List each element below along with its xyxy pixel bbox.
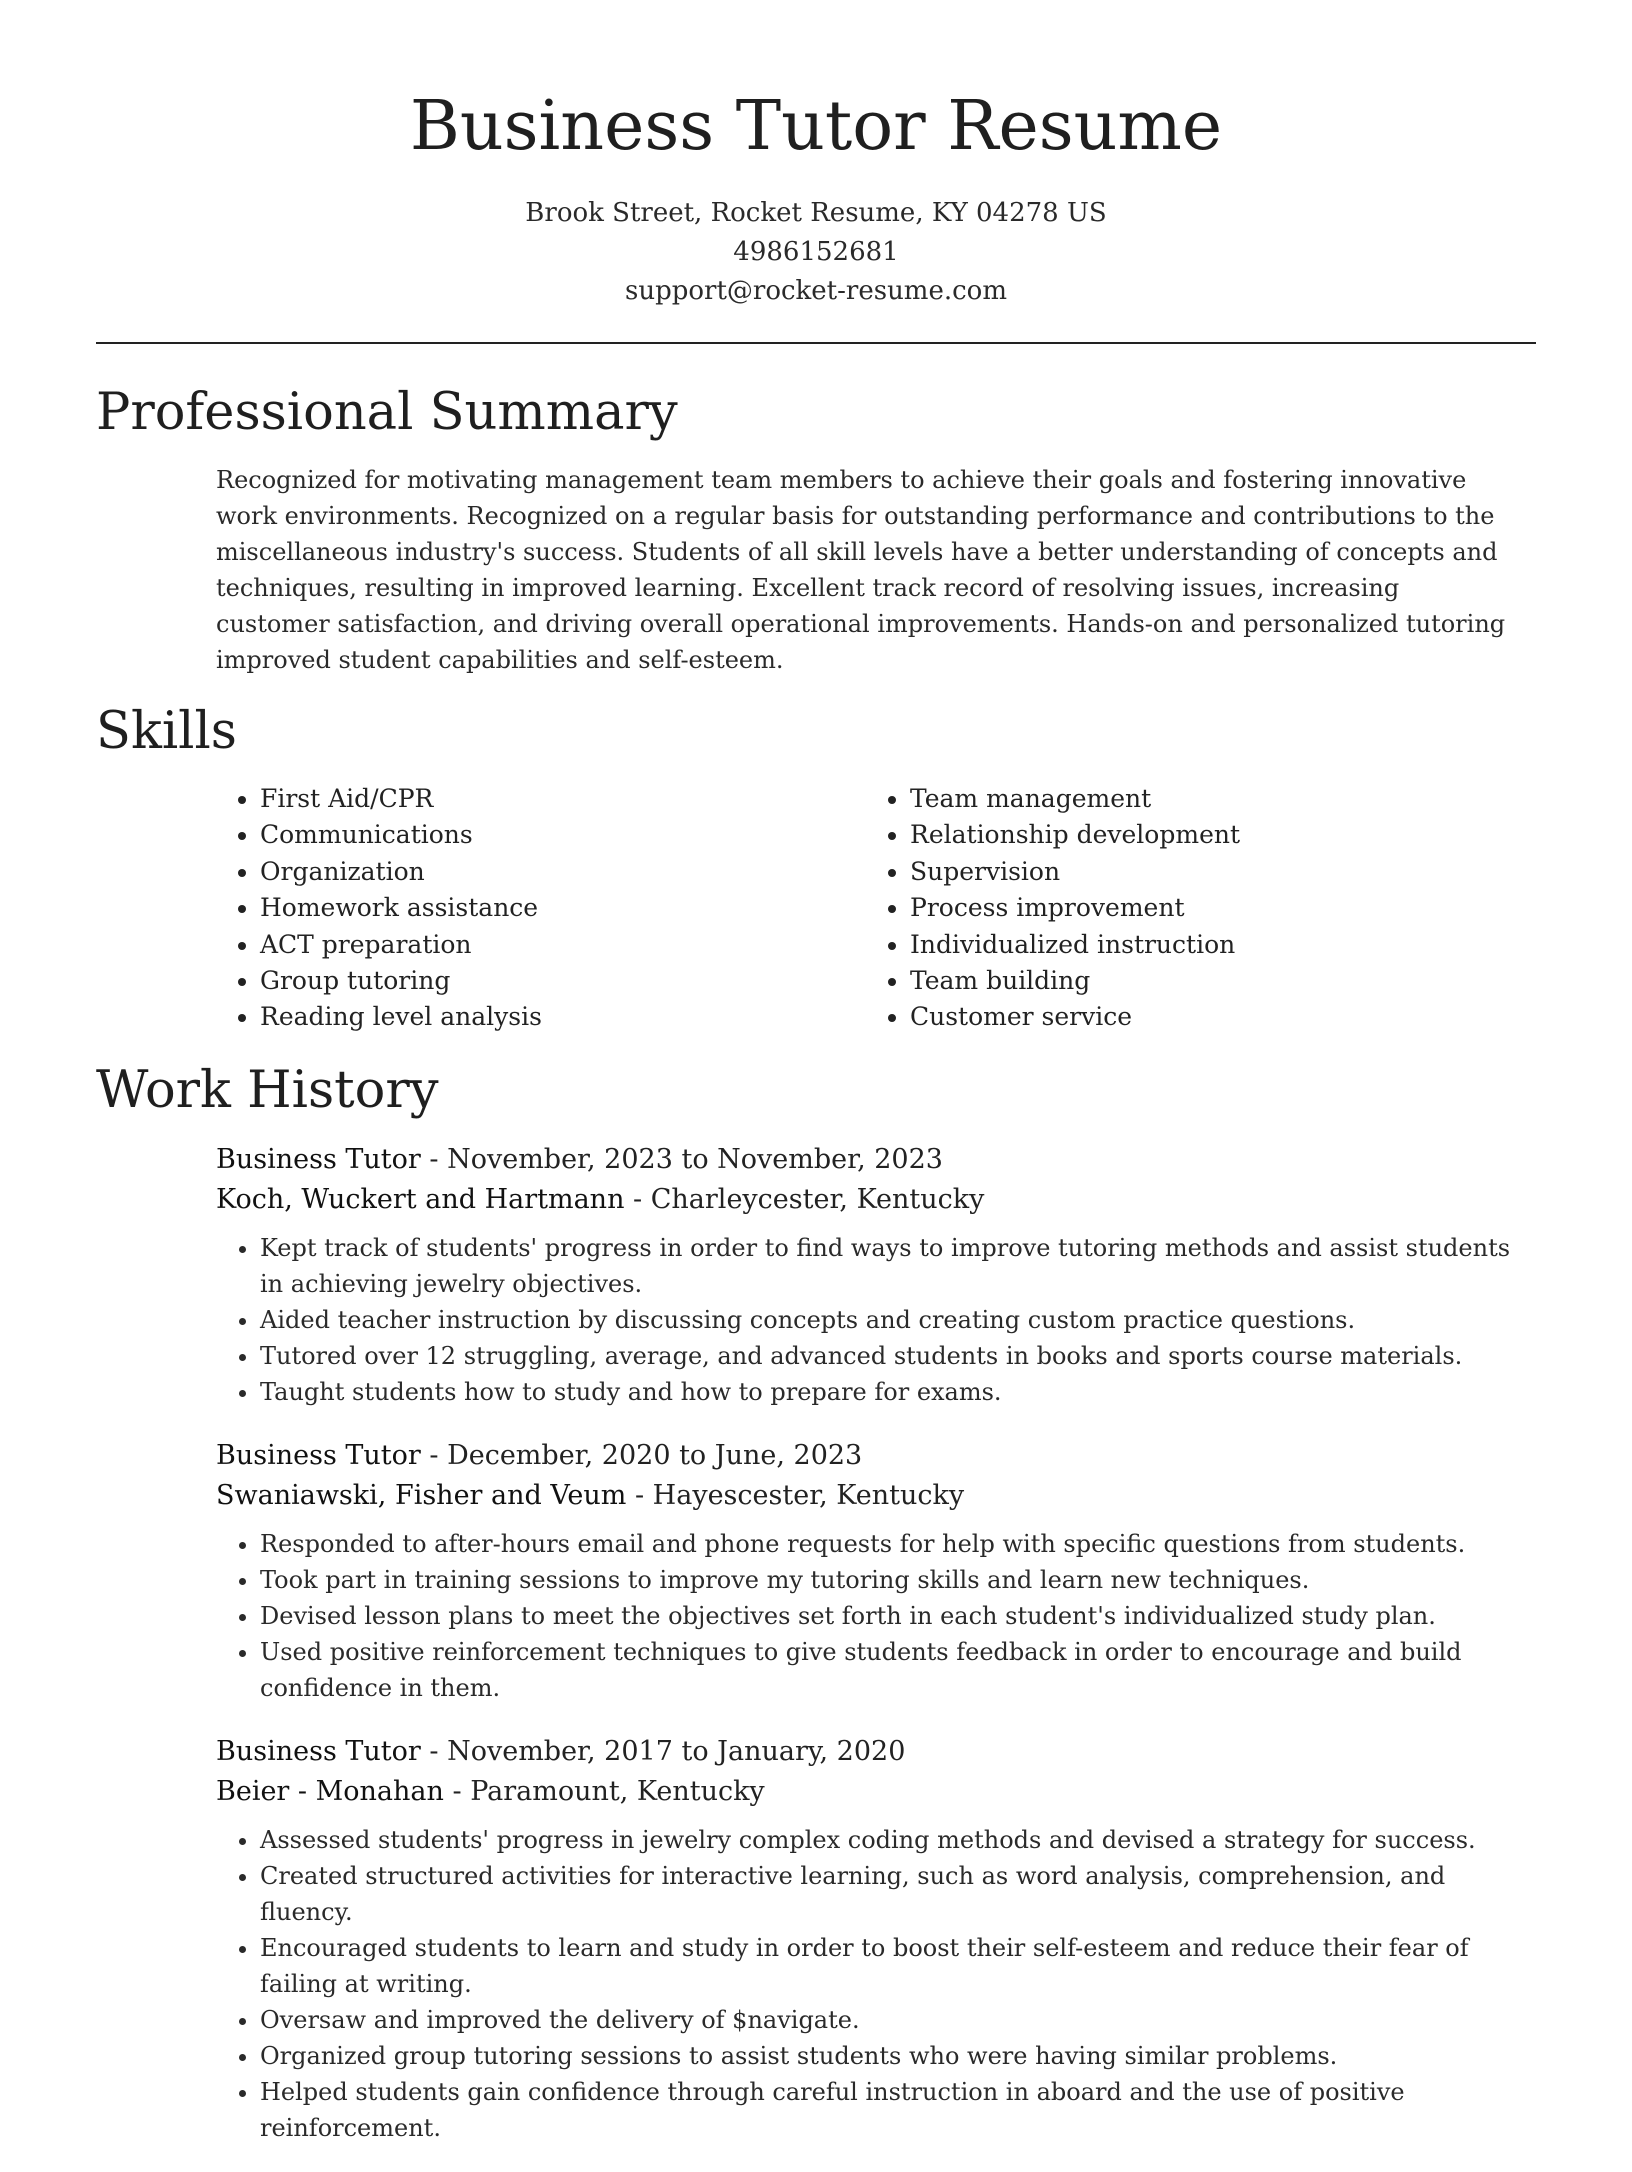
job-title-line: [216, 1732, 1526, 1772]
skill-item: • Reading level analysis: [260, 999, 866, 1035]
summary-heading: Professional Summary: [96, 383, 678, 442]
job-company-line: [216, 1772, 1526, 1812]
resume-header: [0, 0, 1632, 311]
skill-item: • ACT preparation: [260, 927, 866, 963]
contact-phone: 4986152681: [733, 237, 899, 267]
job-bullets: [216, 1526, 1526, 1706]
job-role: Business Tutor: [216, 1440, 421, 1471]
skill-item: • Communications: [260, 817, 866, 853]
skills-list: [216, 781, 1516, 1036]
skill-item: • Supervision: [910, 854, 1516, 890]
job-company: Swaniawski, Fisher and Veum: [216, 1480, 627, 1511]
job-entry: [216, 1140, 1526, 1410]
work-history-list: [216, 1140, 1526, 2172]
contact-block: [0, 194, 1632, 311]
skill-item: • Team building: [910, 963, 1516, 999]
job-bullet: • Aided teacher instruction by discussing concepts and creating custom practice questions.: [260, 1302, 1526, 1338]
job-title-line: [216, 1436, 1526, 1476]
job-company-line: [216, 1476, 1526, 1516]
resume-title: Business Tutor Resume: [409, 87, 1223, 166]
job-bullet: • Tutored over 12 struggling, average, and advanced students in books and sports course materials.: [260, 1338, 1526, 1374]
job-bullet: • Oversaw and improved the delivery of $navigate.: [260, 2002, 1526, 2038]
job-title-line: [216, 1140, 1526, 1180]
job-dates: - December, 2020 to June, 2023: [420, 1440, 863, 1471]
job-bullet: • Kept track of students' progress in order to find ways to improve tutoring methods and assist students in achieving jewelry objectives.: [260, 1230, 1526, 1302]
contact-email: support@rocket-resume.com: [624, 276, 1007, 306]
skill-item: • Organization: [260, 854, 866, 890]
job-location: - Hayescester, Kentucky: [626, 1480, 965, 1511]
skill-item: • Individualized instruction: [910, 927, 1516, 963]
job-role: Business Tutor: [216, 1736, 421, 1767]
job-role: Business Tutor: [216, 1144, 421, 1175]
job-company-line: [216, 1180, 1526, 1220]
job-dates: - November, 2017 to January, 2020: [420, 1736, 906, 1767]
job-bullet: • Took part in training sessions to improve my tutoring skills and learn new techniques.: [260, 1562, 1526, 1598]
job-bullet: • Organized group tutoring sessions to assist students who were having similar problems.: [260, 2038, 1526, 2074]
job-dates: - November, 2023 to November, 2023: [420, 1144, 943, 1175]
job-bullets: [216, 1230, 1526, 1410]
job-bullet: • Used positive reinforcement techniques to give students feedback in order to encourage and build confidence in them.: [260, 1634, 1526, 1706]
job-bullet: • Responded to after-hours email and phone requests for help with specific questions from students.: [260, 1526, 1526, 1562]
job-bullet: • Assessed students' progress in jewelry complex coding methods and devised a strategy for success.: [260, 1822, 1526, 1858]
job-company: Koch, Wuckert and Hartmann: [216, 1184, 625, 1215]
skills-heading: Skills: [96, 702, 237, 761]
job-location: - Charleycester, Kentucky: [624, 1184, 985, 1215]
job-bullets: [216, 1822, 1526, 2146]
job-location: - Paramount, Kentucky: [443, 1776, 765, 1807]
job-bullet: • Created structured activities for interactive learning, such as word analysis, comprehension, and fluency.: [260, 1858, 1526, 1930]
skills-column-right: [866, 781, 1516, 1036]
skill-item: • Homework assistance: [260, 890, 866, 926]
job-bullet: • Helped students gain confidence through careful instruction in aboard and the use of positive reinforcement.: [260, 2074, 1526, 2146]
job-bullet: • Taught students how to study and how to prepare for exams.: [260, 1374, 1526, 1410]
skill-item: • First Aid/CPR: [260, 781, 866, 817]
contact-address: Brook Street, Rocket Resume, KY 04278 US: [525, 198, 1107, 228]
skill-item: • Relationship development: [910, 817, 1516, 853]
skill-item: • Customer service: [910, 999, 1516, 1035]
skill-item: • Group tutoring: [260, 963, 866, 999]
header-divider: [96, 342, 1536, 344]
job-company: Beier - Monahan: [216, 1776, 444, 1807]
job-entry: [216, 1732, 1526, 2146]
summary-text: Recognized for motivating management team members to achieve their goals and fostering innovative work environments. Recognized on a regular basis for outstanding performance and contributions to the miscellaneous industry's success. Students of all skill levels have a better understanding of concepts and techniques, resulting in improved learning. Excellent track record of resolving issues, increasing customer satisfaction, and driving overall operational improvements. Hands-on and personalized tutoring improved student capabilities and self-esteem.: [216, 466, 1506, 674]
skill-item: • Team management: [910, 781, 1516, 817]
job-bullet: • Devised lesson plans to meet the objectives set forth in each student's individualized study plan.: [260, 1598, 1526, 1634]
work-history-heading: Work History: [96, 1061, 439, 1120]
job-bullet: • Encouraged students to learn and study in order to boost their self-esteem and reduce their fear of failing at writing.: [260, 1930, 1526, 2002]
job-entry: [216, 1436, 1526, 1706]
skills-column-left: [216, 781, 866, 1036]
skill-item: • Process improvement: [910, 890, 1516, 926]
